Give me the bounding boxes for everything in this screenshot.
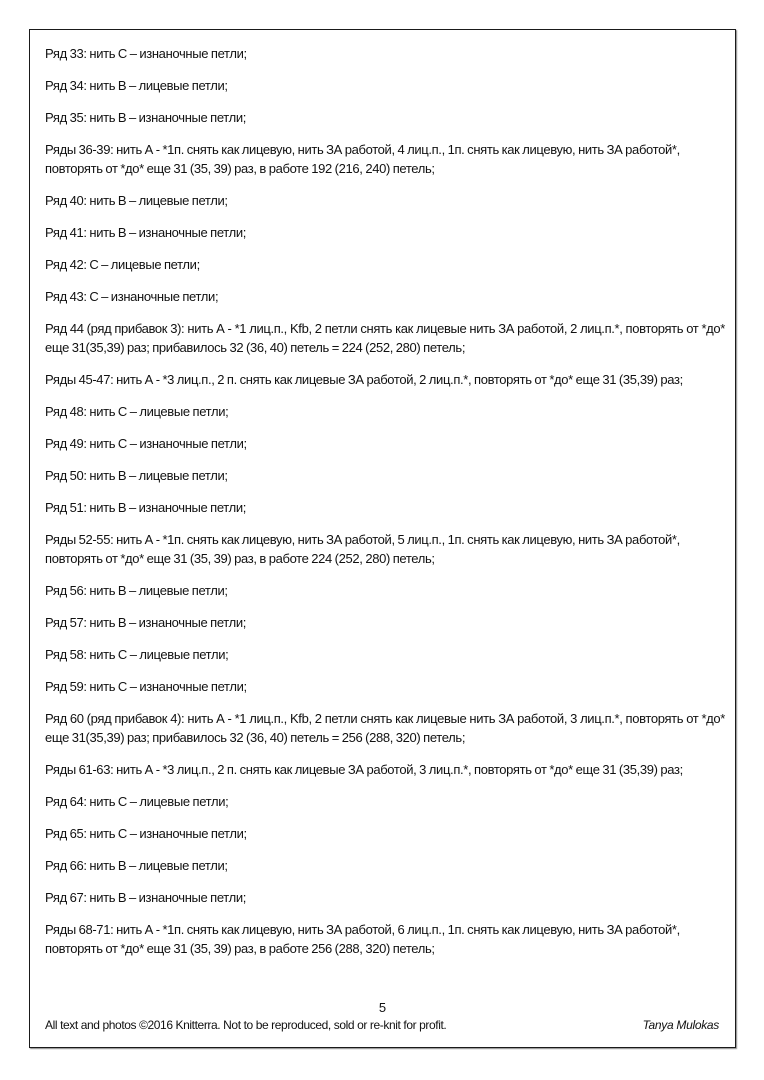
row-instruction: Ряд 42: С – лицевые петли; — [45, 257, 200, 272]
row-instruction: Ряды 52-55: нить А - *1п. снять как лицевую, нить ЗА работой, 5 лиц.п., 1п. снять как лицевую, нить ЗА работой*, повторять от *до* еще 31 (35, 39) раз, в работе 224 (252, 280) петель; — [45, 532, 680, 566]
row-instruction: Ряд 33: нить С – изнаночные петли; — [45, 46, 247, 61]
page-frame — [29, 29, 736, 1048]
row-instruction: Ряд 67: нить В – изнаночные петли; — [45, 890, 247, 905]
row-instruction: Ряд 60 (ряд прибавок 4): нить А - *1 лиц.п., Kfb, 2 петли снять как лицевые нить ЗА работой, 3 лиц.п.*, повторять от *до* еще 31(35,39) раз; прибавилось 32 (36, 40) петель = 256 (288, 320) петель; — [45, 711, 725, 745]
row-instruction: Ряд 57: нить В – изнаночные петли; — [45, 615, 247, 630]
row-instruction: Ряд 41: нить В – изнаночные петли; — [45, 225, 247, 240]
row-instruction: Ряды 68-71: нить А - *1п. снять как лицевую, нить ЗА работой, 6 лиц.п., 1п. снять как лицевую, нить ЗА работой*, повторять от *до* еще 31 (35, 39) раз, в работе 256 (288, 320) петель; — [45, 922, 680, 956]
row-instruction: Ряд 35: нить В – изнаночные петли; — [45, 110, 247, 125]
row-instruction: Ряд 43: С – изнаночные петли; — [45, 289, 219, 304]
row-instruction: Ряд 49: нить С – изнаночные петли; — [45, 436, 247, 451]
row-instruction: Ряды 45-47: нить А - *3 лиц.п., 2 п. снять как лицевые ЗА работой, 2 лиц.п.*, повторять от *до* еще 31 (35,39) раз; — [45, 372, 683, 387]
row-instruction: Ряд 44 (ряд прибавок 3): нить А - *1 лиц.п., Kfb, 2 петли снять как лицевые нить ЗА работой, 2 лиц.п.*, повторять от *до* еще 31(35,39) раз; прибавилось 32 (36, 40) петель = 224 (252, 280) петель; — [45, 321, 725, 355]
row-instruction: Ряд 40: нить В – лицевые петли; — [45, 193, 228, 208]
row-instruction: Ряд 34: нить В – лицевые петли; — [45, 78, 228, 93]
row-instruction: Ряд 65: нить С – изнаночные петли; — [45, 826, 247, 841]
row-instruction: Ряды 61-63: нить А - *3 лиц.п., 2 п. снять как лицевые ЗА работой, 3 лиц.п.*, повторять от *до* еще 31 (35,39) раз; — [45, 762, 683, 777]
page-number: 5 — [378, 1000, 387, 1015]
row-instruction: Ряды 36-39: нить А - *1п. снять как лицевую, нить ЗА работой, 4 лиц.п., 1п. снять как лицевую, нить ЗА работой*, повторять от *до* еще 31 (35, 39) раз, в работе 192 (216, 240) петель; — [45, 142, 680, 176]
row-instruction: Ряд 66: нить В – лицевые петли; — [45, 858, 228, 873]
row-instruction: Ряд 64: нить С – лицевые петли; — [45, 794, 229, 809]
row-instruction: Ряд 56: нить В – лицевые петли; — [45, 583, 228, 598]
row-instruction: Ряд 51: нить В – изнаночные петли; — [45, 500, 247, 515]
row-instruction: Ряд 58: нить С – лицевые петли; — [45, 647, 229, 662]
row-instruction: Ряд 50: нить В – лицевые петли; — [45, 468, 228, 483]
row-instruction: Ряд 59: нить С – изнаночные петли; — [45, 679, 247, 694]
row-instruction: Ряд 48: нить С – лицевые петли; — [45, 404, 229, 419]
copyright-notice: All text and photos ©2016 Knitterra. Not to be reproduced, sold or re-knit for profit. — [45, 1018, 447, 1032]
author-name: Tanya Mulokas — [642, 1018, 719, 1032]
pattern-instructions — [45, 44, 725, 971]
